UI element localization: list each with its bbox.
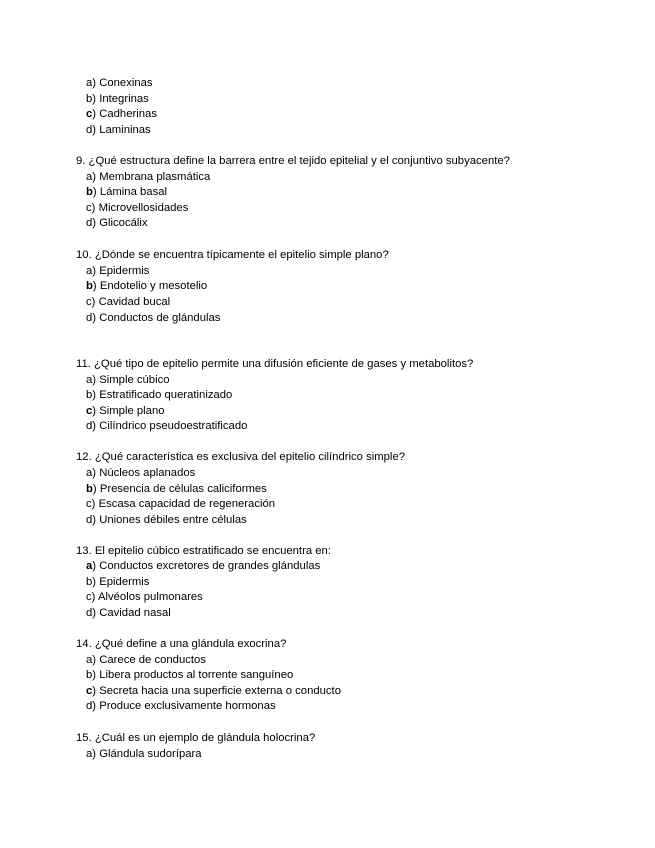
option-letter: a: [86, 748, 93, 760]
option-letter: c: [86, 108, 93, 120]
option-letter: b: [86, 576, 93, 588]
option-text: Alvéolos pulmonares: [97, 591, 203, 603]
option-text: Presencia de células caliciformes: [99, 483, 267, 495]
option-letter: c: [86, 405, 93, 417]
option-letter: a: [86, 265, 93, 277]
option-letter: c: [86, 591, 92, 603]
option-d: d) Uniones débiles entre células: [86, 514, 247, 526]
option-text: Cilíndrico pseudoestratificado: [99, 420, 248, 432]
option-letter: b: [86, 389, 93, 401]
option-text: Escasa capacidad de regeneración: [98, 498, 276, 510]
option-text: Uniones débiles entre células: [99, 514, 247, 526]
option-text: Cavidad bucal: [98, 296, 171, 308]
option-letter: d: [86, 420, 93, 432]
option-letter: d: [86, 700, 93, 712]
option-text: Lámina basal: [99, 186, 168, 198]
option-letter: b: [86, 669, 93, 681]
question-prompt: 12. ¿Qué característica es exclusiva del epitelio cilíndrico simple?: [76, 451, 406, 463]
option-letter: b: [86, 280, 93, 292]
option-d: d) Glicocálix: [86, 217, 148, 229]
option-letter: b: [86, 93, 93, 105]
option-a: a) Carece de conductos: [86, 654, 206, 666]
option-b: b) Lámina basal: [86, 186, 168, 198]
option-letter: a: [86, 467, 93, 479]
option-text: Microvellosidades: [98, 202, 189, 214]
option-letter: a: [86, 560, 93, 572]
option-text: Estratificado queratinizado: [99, 389, 233, 401]
option-letter: d: [86, 312, 93, 324]
question-prompt: 9. ¿Qué estructura define la barrera entre el tejido epitelial y el conjuntivo subyacente?: [76, 155, 510, 167]
option-text: Conductos excretores de grandes glándulas: [99, 560, 321, 572]
option-c: c) Secreta hacia una superficie externa o conducto: [86, 685, 341, 697]
question-prompt: 13. El epitelio cúbico estratificado se encuentra en:: [76, 545, 331, 557]
option-b: b) Estratificado queratinizado: [86, 389, 233, 401]
option-letter: c: [86, 202, 92, 214]
option-text: Libera productos al torrente sanguíneo: [99, 669, 294, 681]
option-b: b) Epidermis: [86, 576, 150, 588]
option-letter: a: [86, 654, 93, 666]
option-text: Membrana plasmática: [99, 171, 211, 183]
option-d: d) Cilíndrico pseudoestratificado: [86, 420, 248, 432]
option-d: d) Produce exclusivamente hormonas: [86, 700, 276, 712]
option-text: Cadherinas: [99, 108, 157, 120]
option-c: c) Escasa capacidad de regeneración: [86, 498, 276, 510]
option-text: Epidermis: [99, 576, 150, 588]
question-prompt: 14. ¿Qué define a una glándula exocrina?: [76, 638, 287, 650]
option-text: Glándula sudorípara: [99, 748, 202, 760]
option-letter: b: [86, 483, 93, 495]
option-letter: d: [86, 514, 93, 526]
option-d: d) Conductos de glándulas: [86, 312, 221, 324]
option-text: Conductos de glándulas: [99, 312, 221, 324]
option-text: Simple plano: [99, 405, 165, 417]
option-prev-d: d) Lamininas: [86, 124, 151, 136]
option-letter: a: [86, 77, 93, 89]
option-text: Endotelio y mesotelio: [99, 280, 208, 292]
option-a: a) Conductos excretores de grandes glándulas: [86, 560, 321, 572]
option-text: Secreta hacia una superficie externa o conducto: [99, 685, 341, 697]
option-a: a) Epidermis: [86, 265, 150, 277]
option-b: b) Libera productos al torrente sanguíneo: [86, 669, 294, 681]
option-letter: a: [86, 374, 93, 386]
option-text: Conexinas: [99, 77, 153, 89]
option-letter: d: [86, 607, 93, 619]
option-text: Núcleos aplanados: [99, 467, 196, 479]
option-c: c) Cavidad bucal: [86, 296, 171, 308]
option-letter: d: [86, 217, 93, 229]
option-c: c) Alvéolos pulmonares: [86, 591, 203, 603]
question-prompt: 15. ¿Cuál es un ejemplo de glándula holocrina?: [76, 732, 316, 744]
option-letter: d: [86, 124, 93, 136]
option-prev-c: c) Cadherinas: [86, 108, 157, 120]
option-b: b) Presencia de células caliciformes: [86, 483, 267, 495]
option-text: Simple cúbico: [99, 374, 170, 386]
option-a: a) Membrana plasmática: [86, 171, 211, 183]
option-text: Integrinas: [99, 93, 149, 105]
option-a: a) Núcleos aplanados: [86, 467, 196, 479]
option-text: Epidermis: [99, 265, 150, 277]
option-letter: c: [86, 296, 92, 308]
option-d: d) Cavidad nasal: [86, 607, 171, 619]
option-a: a) Glándula sudorípara: [86, 748, 202, 760]
option-c: c) Simple plano: [86, 405, 165, 417]
option-letter: c: [86, 685, 93, 697]
option-b: b) Endotelio y mesotelio: [86, 280, 208, 292]
question-prompt: 11. ¿Qué tipo de epitelio permite una difusión eficiente de gases y metabolitos?: [76, 358, 474, 370]
option-letter: a: [86, 171, 93, 183]
option-text: Lamininas: [99, 124, 151, 136]
option-prev-a: a) Conexinas: [86, 77, 153, 89]
option-letter: c: [86, 498, 92, 510]
option-text: Cavidad nasal: [99, 607, 171, 619]
option-c: c) Microvellosidades: [86, 202, 189, 214]
option-text: Produce exclusivamente hormonas: [99, 700, 276, 712]
option-a: a) Simple cúbico: [86, 374, 170, 386]
option-prev-b: b) Integrinas: [86, 93, 149, 105]
question-prompt: 10. ¿Dónde se encuentra típicamente el epitelio simple plano?: [76, 249, 389, 261]
option-text: Carece de conductos: [99, 654, 206, 666]
option-letter: b: [86, 186, 93, 198]
option-text: Glicocálix: [99, 217, 148, 229]
